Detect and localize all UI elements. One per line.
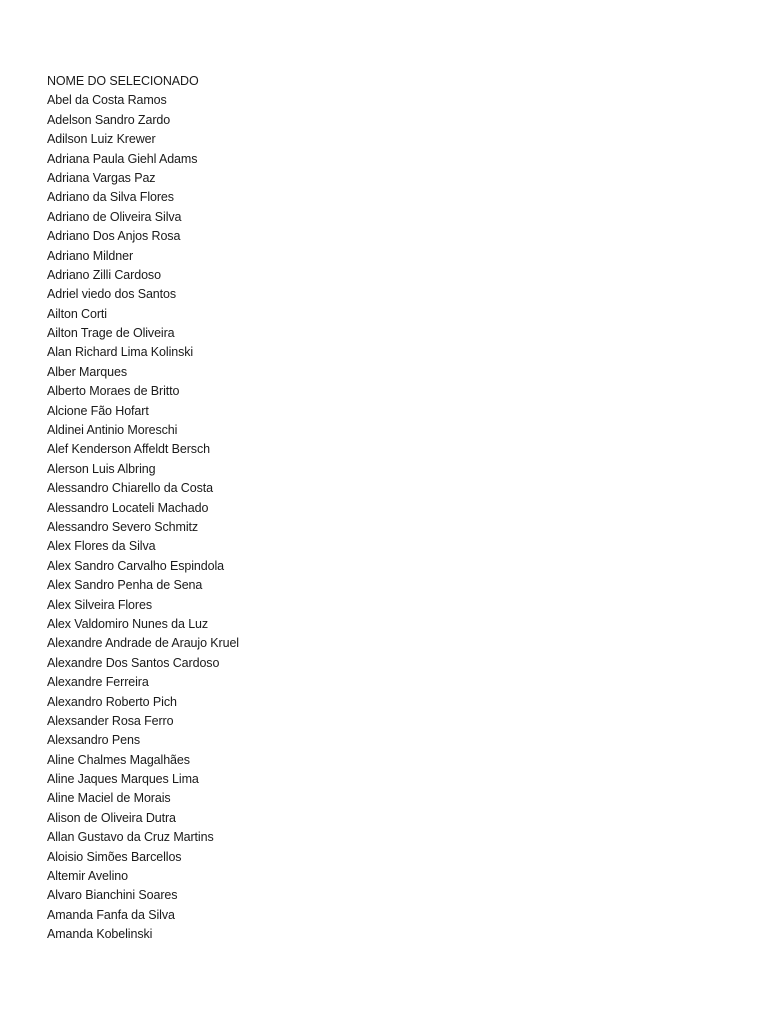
name-row: Ailton Corti [47,306,107,321]
document-page [47,72,727,945]
name-row: Adriana Vargas Paz [47,170,156,185]
name-row: Alessandro Severo Schmitz [47,519,199,534]
column-header: NOME DO SELECIONADO [47,74,199,88]
name-row: Alexsandro Pens [47,733,141,748]
name-row: Allan Gustavo da Cruz Martins [47,830,214,845]
name-row: Alcione Fão Hofart [47,403,149,418]
name-row: Alison de Oliveira Dutra [47,810,176,825]
name-row: Adriano da Silva Flores [47,190,174,205]
name-row: Alvaro Bianchini Soares [47,888,178,903]
name-row: Alessandro Locateli Machado [47,500,209,515]
name-row: Aloisio Simões Barcellos [47,849,182,864]
name-row: Abel da Costa Ramos [47,93,167,108]
name-row: Adriano Mildner [47,248,134,263]
name-row: Adelson Sandro Zardo [47,112,171,127]
name-row: Alex Valdomiro Nunes da Luz [47,616,209,631]
name-row: Adilson Luiz Krewer [47,132,156,147]
name-row: Adriano de Oliveira Silva [47,209,182,224]
name-list [47,91,727,944]
name-row: Alessandro Chiarello da Costa [47,481,213,496]
name-row: Alex Sandro Penha de Sena [47,578,203,593]
name-row: Alexsander Rosa Ferro [47,713,174,728]
name-row: Amanda Kobelinski [47,927,153,942]
name-row: Alex Flores da Silva [47,539,156,554]
name-row: Adriano Dos Anjos Rosa [47,229,181,244]
name-row: Alexandre Ferreira [47,675,149,690]
name-row: Adriano Zilli Cardoso [47,267,161,282]
name-row: Aldinei Antinio Moreschi [47,423,178,438]
name-row: Aline Chalmes Magalhães [47,752,190,767]
name-row: Adriana Paula Giehl Adams [47,151,198,166]
name-row: Alexandre Dos Santos Cardoso [47,655,220,670]
name-row: Aline Jaques Marques Lima [47,772,199,787]
name-row: Adriel viedo dos Santos [47,287,177,302]
name-row: Alberto Moraes de Britto [47,384,180,399]
name-row: Alex Silveira Flores [47,597,152,612]
name-row: Aline Maciel de Morais [47,791,171,806]
name-row: Alan Richard Lima Kolinski [47,345,194,360]
name-row: Amanda Fanfa da Silva [47,907,175,922]
name-row: Ailton Trage de Oliveira [47,326,175,341]
name-row: Alexandre Andrade de Araujo Kruel [47,636,239,651]
name-row: Alerson Luis Albring [47,461,156,476]
name-row: Alex Sandro Carvalho Espindola [47,558,224,573]
name-row: Alef Kenderson Affeldt Bersch [47,442,210,457]
name-row: Alber Marques [47,364,127,379]
name-row: Alexandro Roberto Pich [47,694,177,709]
name-row: Altemir Avelino [47,869,128,884]
